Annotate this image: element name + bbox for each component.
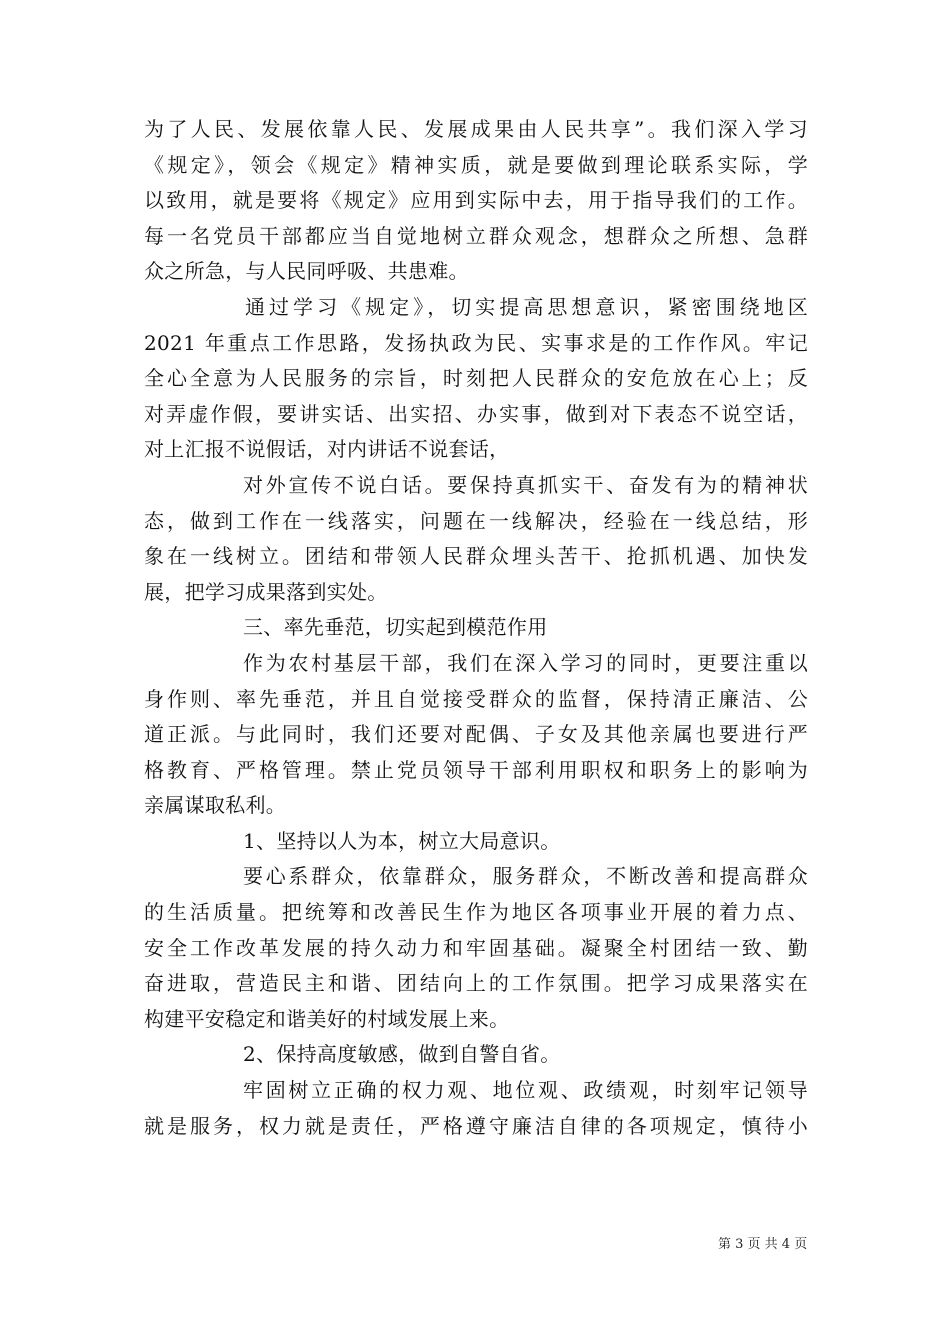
body-line-14: 展，把学习成果落到实处。	[144, 579, 388, 604]
subheading-1: 1、坚持以人为本，树立大局意识。	[243, 828, 561, 853]
body-line-6: 通过学习《规定》，切实提高思想意识，紧密围绕地区	[245, 294, 808, 319]
subheading-2: 2、保持高度敏感，做到自警自省。	[243, 1042, 561, 1067]
body-line-1: 为了人民、发展依靠人民、发展成果由人民共享”。我们深入学习	[144, 117, 808, 141]
body-line-2: 《规定》，领会《规定》精神实质，就是要做到理论联系实际，学	[144, 152, 808, 177]
body-line-22: 要心系群众，依靠群众，服务群众，不断改善和提高群众	[243, 864, 808, 889]
body-line-5: 众之所急，与人民同呼吸、共患难。	[144, 259, 469, 284]
body-line-7: 2021 年重点工作思路，发扬执政为民、实事求是的工作作风。牢记	[144, 330, 808, 355]
body-line-17: 身作则、率先垂范，并且自觉接受群众的监督，保持清正廉洁、公	[144, 686, 808, 711]
body-line-4: 每一名党员干部都应当自觉地树立群众观念，想群众之所想、急群	[144, 223, 808, 248]
body-line-29: 就是服务，权力就是责任，严格遵守廉洁自律的各项规定，慎待小	[144, 1113, 808, 1138]
page-number: 第 3 页 共 4 页	[718, 1237, 808, 1252]
document-body	[144, 112, 808, 1144]
body-line-28: 牢固树立正确的权力观、地位观、政绩观，时刻牢记领导	[243, 1078, 808, 1103]
body-line-23: 的生活质量。把统筹和改善民生作为地区各项事业开展的着力点、	[144, 900, 808, 925]
section-heading-3: 三、率先垂范，切实起到模范作用	[243, 615, 548, 640]
body-line-9: 对弄虚作假，要讲实话、出实招、办实事，做到对下表态不说空话，	[144, 401, 808, 426]
body-line-18: 道正派。与此同时，我们还要对配偶、子女及其他亲属也要进行严	[144, 722, 808, 747]
body-line-11: 对外宣传不说白话。要保持真抓实干、奋发有为的精神状	[243, 472, 808, 497]
body-line-20: 亲属谋取私利。	[144, 793, 287, 818]
body-line-26: 构建平安稳定和谐美好的村域发展上来。	[144, 1006, 510, 1031]
body-line-13: 象在一线树立。团结和带领人民群众埋头苦干、抢抓机遇、加快发	[144, 544, 808, 569]
body-line-10: 对上汇报不说假话，对内讲话不说套话，	[144, 437, 510, 462]
body-line-16: 作为农村基层干部，我们在深入学习的同时，更要注重以	[243, 650, 808, 675]
body-line-24: 安全工作改革发展的持久动力和牢固基础。凝聚全村团结一致、勤	[144, 935, 808, 960]
body-line-19: 格教育、严格管理。禁止党员领导干部利用职权和职务上的影响为	[144, 757, 808, 782]
body-line-12: 态，做到工作在一线落实，问题在一线解决，经验在一线总结，形	[144, 508, 808, 533]
body-line-3: 以致用，就是要将《规定》应用到实际中去，用于指导我们的工作。	[144, 188, 808, 213]
body-line-25: 奋进取，营造民主和谐、团结向上的工作氛围。把学习成果落实在	[144, 971, 808, 996]
body-line-8: 全心全意为人民服务的宗旨，时刻把人民群众的安危放在心上；反	[144, 366, 808, 391]
